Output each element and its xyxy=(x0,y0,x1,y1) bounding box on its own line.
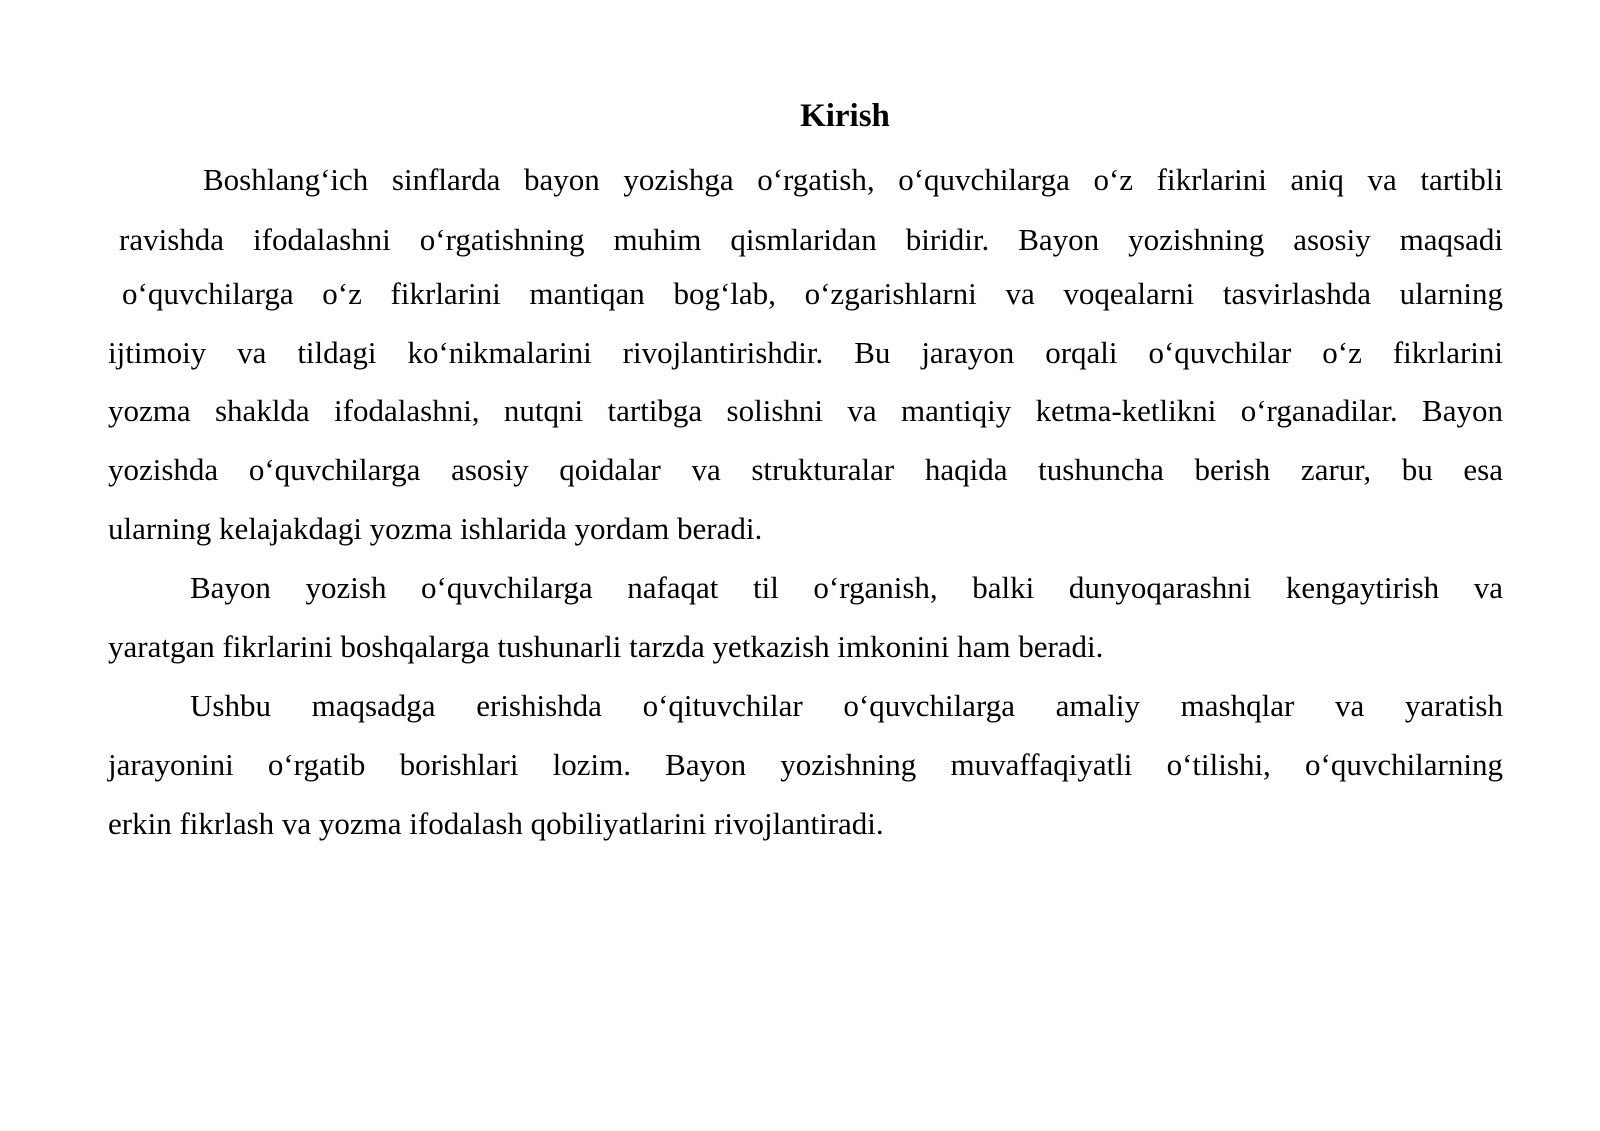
paragraph-3-line-3: erkin fikrlash va yozma ifodalash qobiliyatlarini rivojlantiradi. xyxy=(108,806,884,841)
paragraph-1-line-5: yozma shaklda ifodalashni, nutqni tartibga solishni va mantiqiy ketma-ketlikni o‘rganadilar. Bayon xyxy=(108,393,1503,428)
paragraph-1-line-3: o‘quvchilarga o‘z fikrlarini mantiqan bog‘lab, o‘zgarishlarni va voqealarni tasvirlashda ularning xyxy=(122,276,1503,311)
paragraph-2-line-2: yaratgan fikrlarini boshqalarga tushunarli tarzda yetkazish imkonini ham beradi. xyxy=(108,629,1104,664)
paragraph-3-line-2: jarayonini o‘rgatib borishlari lozim. Bayon yozishning muvaffaqiyatli o‘tilishi, o‘quvchilarning xyxy=(108,747,1503,782)
paragraph-1-line-4: ijtimoiy va tildagi ko‘nikmalarini rivojlantirishdir. Bu jarayon orqali o‘quvchilar o‘z fikrlarini xyxy=(108,335,1503,370)
paragraph-2-line-1: Bayon yozish o‘quvchilarga nafaqat til o‘rganish, balki dunyoqarashni kengaytirish va xyxy=(190,570,1503,605)
paragraph-1-line-2: ravishda ifodalashni o‘rgatishning muhim qismlaridan biridir. Bayon yozishning asosiy maqsadi xyxy=(119,222,1503,257)
paragraph-1-line-7: ularning kelajakdagi yozma ishlarida yordam beradi. xyxy=(108,511,763,546)
paragraph-1-line-6: yozishda o‘quvchilarga asosiy qoidalar va strukturalar haqida tushuncha berish zarur, bu esa xyxy=(108,452,1503,487)
paragraph-3-line-1: Ushbu maqsadga erishishda o‘qituvchilar o‘quvchilarga amaliy mashqlar va yaratish xyxy=(190,688,1503,723)
document-title: Kirish xyxy=(800,98,890,134)
paragraph-1-line-1: Boshlang‘ich sinflarda bayon yozishga o‘rgatish, o‘quvchilarga o‘z fikrlarini aniq va tartibli xyxy=(203,162,1503,197)
